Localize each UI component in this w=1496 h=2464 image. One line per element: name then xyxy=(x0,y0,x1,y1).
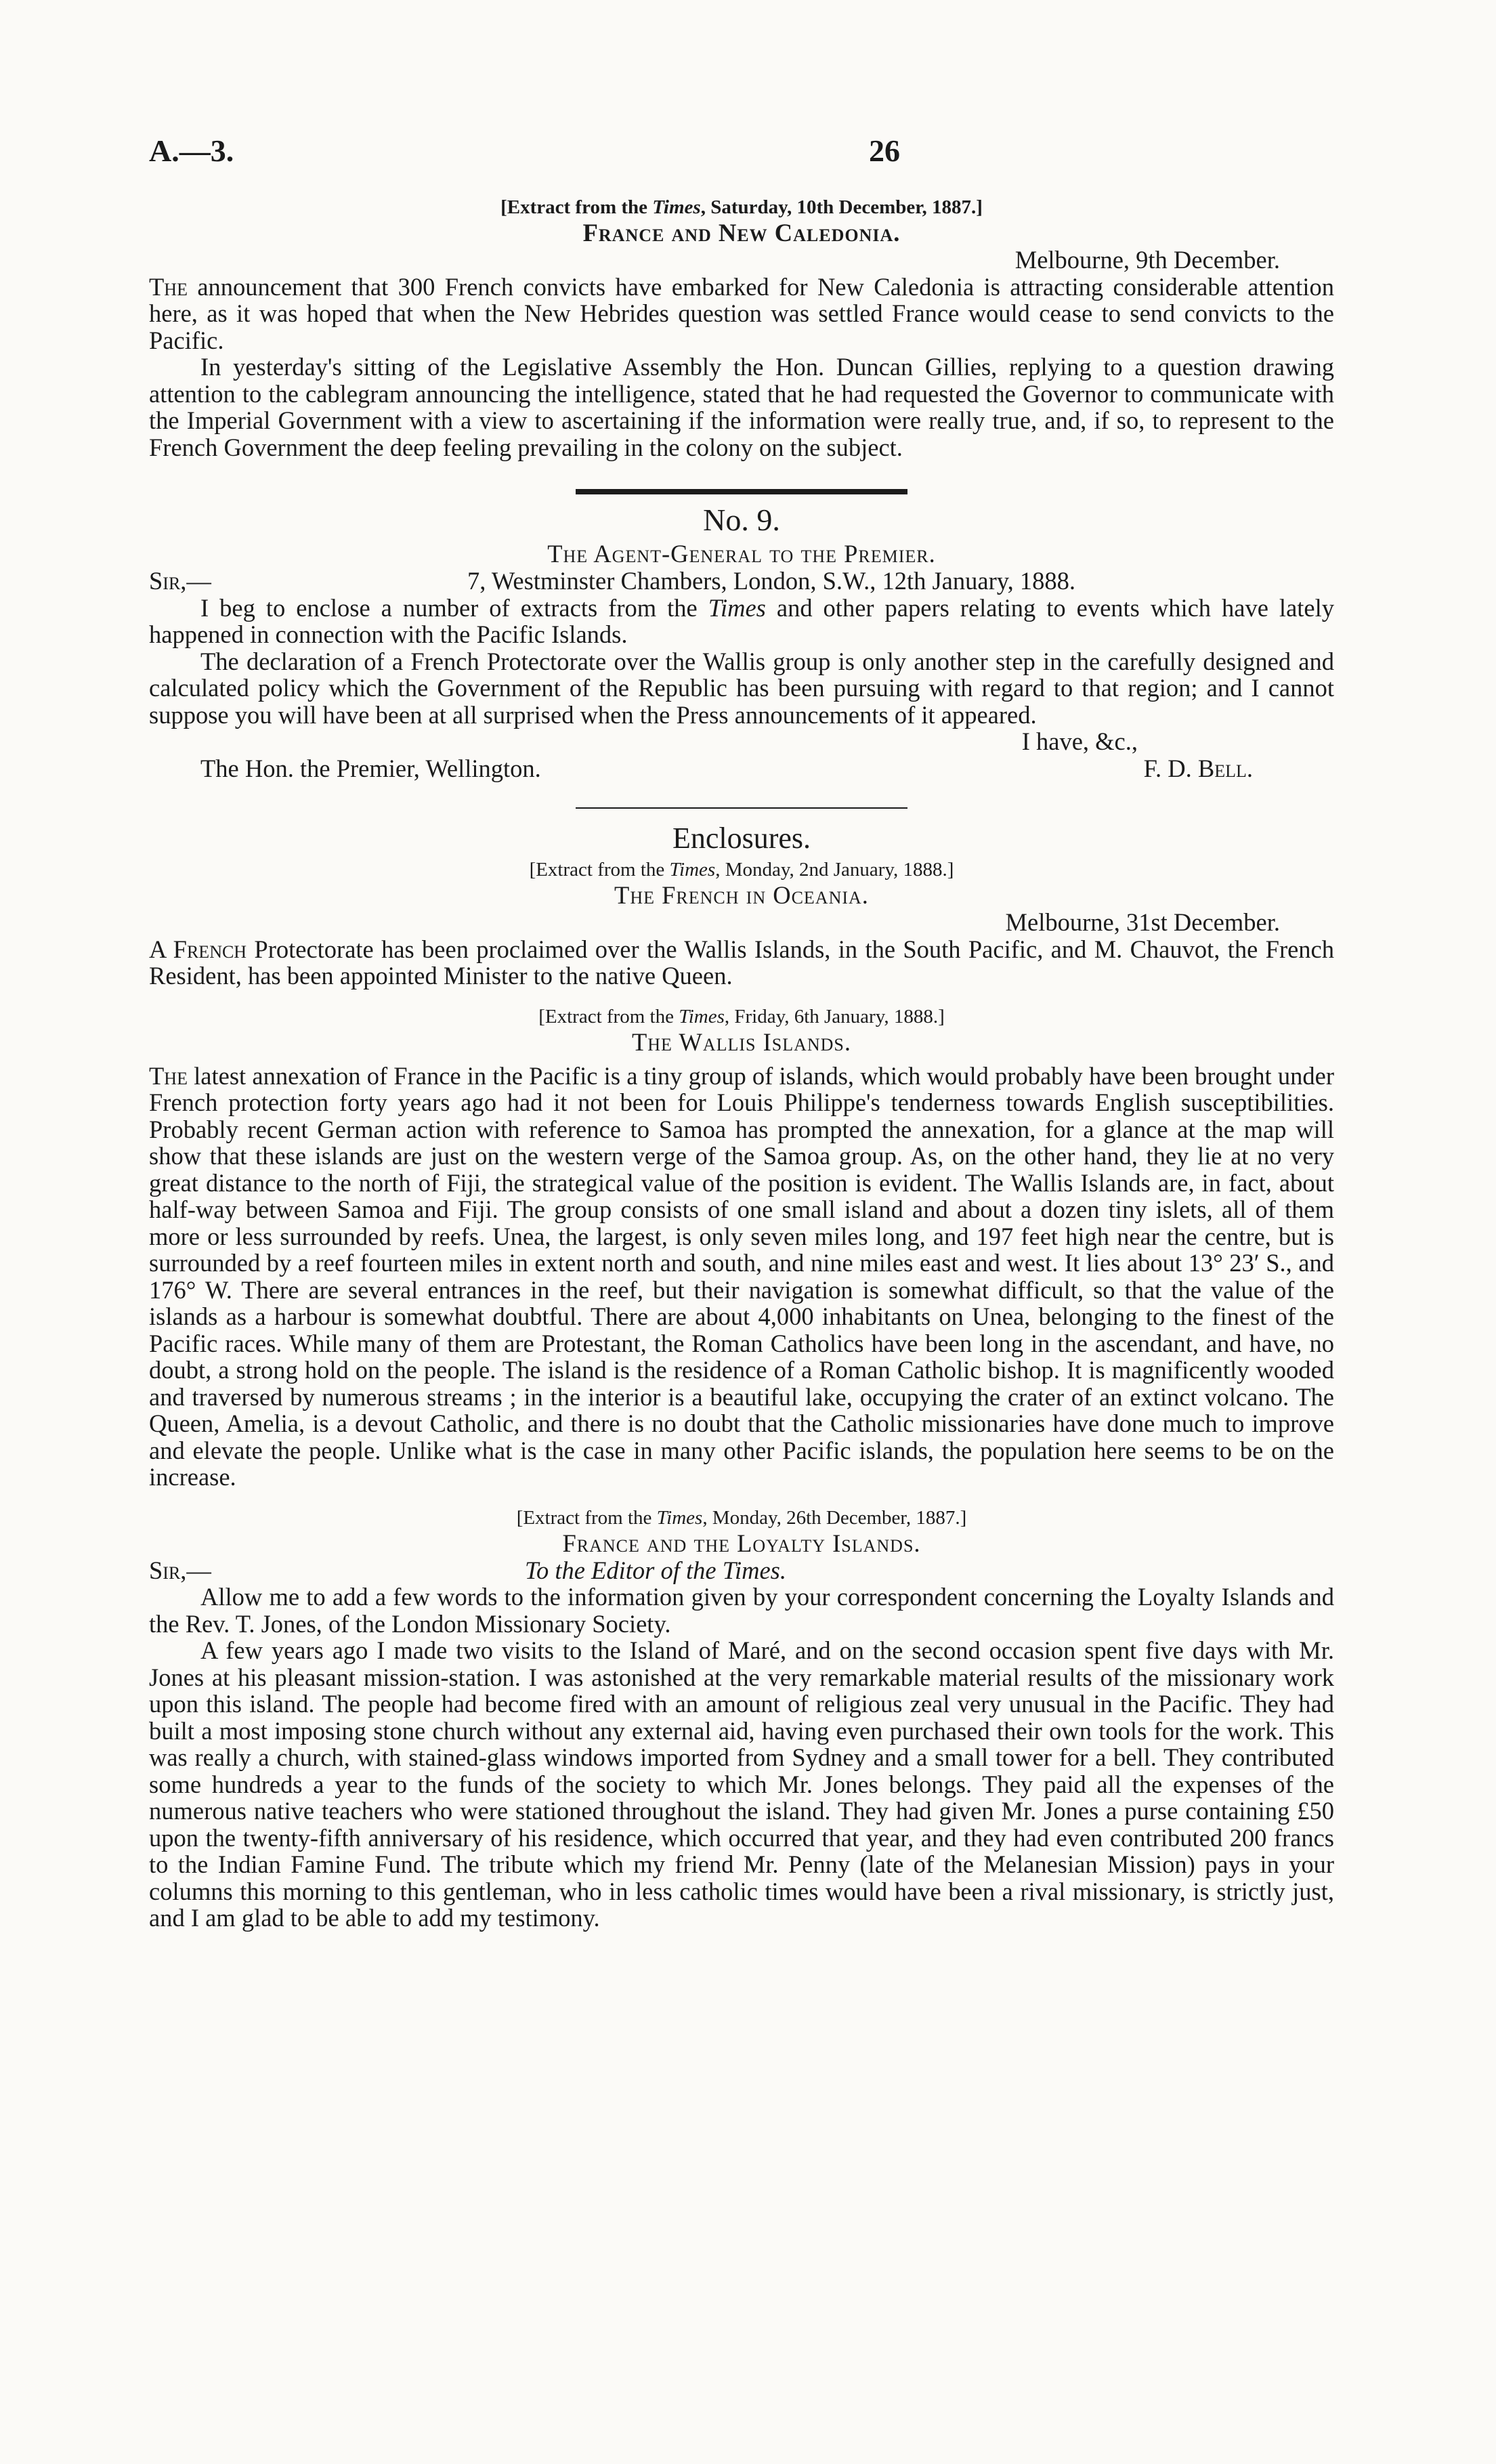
letter-number-heading: No. 9. xyxy=(703,503,780,537)
article-title: The Wallis Islands. xyxy=(631,1027,852,1056)
paragraph: A French Protectorate has been proclaimed over the Wallis Islands, in the South Pacific, and M. Chauvot, the French Resident, has been appointed Minister to the native Queen. xyxy=(149,935,1334,990)
document-body xyxy=(149,195,1334,1932)
dateline: Melbourne, 9th December. xyxy=(1014,246,1280,274)
paragraph: The announcement that 300 French convicts have embarked for New Caledonia is attracting considerable attention here, as it was hoped that when the New Hebrides question was settled France would cease to send convicts to the Pacific. xyxy=(149,272,1334,354)
letter-address-line xyxy=(149,1557,1334,1584)
closing: I have, &c., xyxy=(1021,727,1138,755)
letter-from-to: The Agent-General to the Premier. xyxy=(547,540,936,568)
addressee: The Hon. the Premier, Wellington. xyxy=(200,754,541,782)
dateline: Melbourne, 31st December. xyxy=(1005,908,1280,936)
article-title: France and New Caledonia. xyxy=(582,219,901,247)
extract-source-line: [Extract from the Times, Monday, 2nd January, 1888.] xyxy=(529,859,954,880)
extract-source-line: [Extract from the Times, Friday, 6th January, 1888.] xyxy=(538,1005,945,1027)
page-number: 26 xyxy=(869,133,900,168)
article-title: France and the Loyalty Islands. xyxy=(562,1529,921,1557)
section-rule xyxy=(576,807,907,809)
section-rule xyxy=(576,489,907,494)
paragraph: In yesterday's sitting of the Legislative Assembly the Hon. Duncan Gillies, replying to a question drawing attention to the cablegram announcing the intelligence, stated that he had requested the Governor to communicate with the Imperial Government with a view to ascertaining if the information were really true, and, if so, to represent to the French Government the deep feeling prevailing in the colony on the subject. xyxy=(149,353,1334,461)
sender-address: 7, Westminster Chambers, London, S.W., 12th January, 1888. xyxy=(467,567,1075,595)
paragraph: I beg to enclose a number of extracts from the Times and other papers relating to events which have lately happened in connection with the Pacific Islands. xyxy=(149,593,1335,648)
salutation: Sir,— xyxy=(149,567,211,595)
to-editor-line: To the Editor of the Times. xyxy=(525,1556,787,1584)
letter-address-line xyxy=(149,568,1334,595)
salutation: Sir,— xyxy=(149,1556,211,1584)
document-reference: A.—3. xyxy=(149,133,234,168)
enclosures-heading: Enclosures. xyxy=(672,822,811,855)
paragraph: The latest annexation of France in the Pacific is a tiny group of islands, which would probably have been brought under French protection forty years ago had it not been for Louis Philippe's tenderness towards English susceptibilities. Probably recent German action with reference to Samoa has prompted the annexation, for a glance at the map will show that these islands are just on the western verge of the Samoa group. As, on the other hand, they lie at no very great distance to the north of Fiji, the strategical value of the position is evident. The Wallis Islands are, in fact, about half-way between Samoa and Fiji. The group consists of one small island and about a dozen tiny islets, all of them more or less surrounded by reefs. Unea, the largest, is only seven miles long, and 197 feet high near the centre, but is surrounded by a reef fourteen miles in extent north and south, and nine miles east and west. It lies about 13° 23′ S., and 176° W. There are several entrances in the reef, but their navigation is somewhat difficult, so that the value of the islands as a harbour is somewhat doubtful. There are about 4,000 inhabitants on Unea, belonging to the finest of the Pacific races. While many of them are Protestant, the Roman Catholics have been long in the ascendant, and have, no doubt, a strong hold on the people. The island is the residence of a Roman Catholic bishop. It is magnificently wooded and traversed by numerous streams ; in the interior is a beautiful lake, occupying the crater of an extinct volcano. The Queen, Amelia, is a devout Catholic, and there is no doubt that the Catholic missionaries have done much to improve and elevate the people. Unlike what is the case in many other Pacific islands, the population here seems to be on the increase. xyxy=(149,1061,1334,1491)
extract-source-line: [Extract from the Times, Monday, 26th December, 1887.] xyxy=(516,1506,967,1529)
paragraph: The declaration of a French Protectorate over the Wallis group is only another step in the carefully designed and calculated policy which the Government of the Republic has been pursuing with regard to that region; and I cannot suppose you will have been at all surprised when the Press announcements of it appeared. xyxy=(149,647,1334,729)
extract-source-line: [Extract from the Times, Saturday, 10th December, 1887.] xyxy=(500,196,983,218)
letter-signoff xyxy=(149,755,1334,782)
page-header xyxy=(149,133,1347,180)
paragraph: Allow me to add a few words to the information given by your correspondent concerning the Loyalty Islands and the Rev. T. Jones, of the London Missionary Society. xyxy=(149,1583,1334,1638)
article-title: The French in Oceania. xyxy=(614,881,869,909)
paragraph: A few years ago I made two visits to the Island of Maré, and on the second occasion spent five days with Mr. Jones at his pleasant mission-station. I was astonished at the very remarkable material results of the missionary work upon this island. The people had become fired with an amount of religious zeal very unusual in the Pacific. They had built a most imposing stone church without any external aid, having even purchased their own tools for the work. This was really a church, with stained-glass windows imported from Sydney and a small tower for a bell. They contributed some hundreds a year to the funds of the society to which Mr. Jones belongs. They paid all the expenses of the numerous native teachers who were stationed throughout the island. They had given Mr. Jones a purse containing £50 upon the twenty-fifth anniversary of his residence, which occurred that year, and they had even contributed 200 francs to the Indian Famine Fund. The tribute which my friend Mr. Penny (late of the Melanesian Mission) pays in your columns this morning to this gentleman, who in less catholic times would have been a rival missionary, is strictly just, and I am glad to be able to add my testimony. xyxy=(149,1636,1334,1932)
signature: F. D. Bell. xyxy=(1143,754,1253,782)
